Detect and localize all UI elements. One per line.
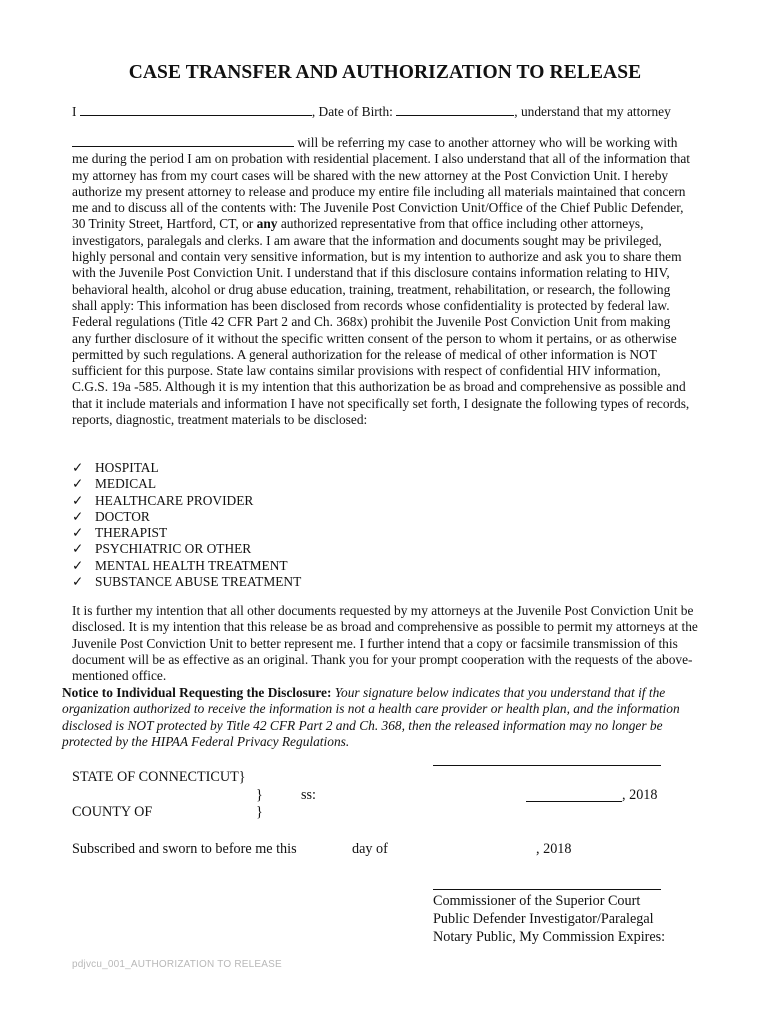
checkmark-icon: ✓: [72, 541, 84, 557]
list-item: [72, 541, 301, 557]
official-signature-line[interactable]: [433, 889, 661, 890]
record-type-label: THERAPIST: [95, 525, 168, 541]
record-types-list: [72, 460, 301, 590]
checkmark-icon: ✓: [72, 557, 84, 573]
checkmark-icon: ✓: [72, 525, 84, 541]
officer-title-commissioner: Commissioner of the Superior Court: [433, 893, 641, 909]
list-item: [72, 476, 301, 492]
notice-heading: Notice to Individual Requesting the Disclosure:: [62, 685, 332, 700]
record-type-label: HOSPITAL: [95, 460, 159, 475]
jurat-year: , 2018: [536, 841, 572, 857]
date-of-birth-blank[interactable]: [396, 103, 514, 116]
intro-suffix: , understand that my attorney: [514, 104, 671, 119]
document-title: CASE TRANSFER AND AUTHORIZATION TO RELEASE: [128, 62, 642, 83]
list-item: [72, 525, 301, 541]
list-item: [72, 460, 301, 476]
list-item: [72, 493, 301, 509]
brace-mark: }: [256, 787, 263, 803]
list-item: [72, 558, 301, 574]
disclosure-notice: [62, 685, 712, 750]
authorization-paragraph: [72, 134, 692, 428]
record-type-label: PSYCHIATRIC OR OTHER: [95, 541, 252, 557]
list-item: [72, 509, 301, 525]
signature-year: , 2018: [622, 787, 658, 803]
record-type-label: DOCTOR: [95, 508, 150, 524]
ss-label: ss:: [301, 787, 316, 803]
dob-label: , Date of Birth:: [311, 104, 393, 119]
record-type-label: MEDICAL: [95, 476, 156, 492]
checkmark-icon: ✓: [72, 476, 84, 492]
record-type-label: MENTAL HEALTH TREATMENT: [95, 557, 288, 573]
day-of-label: day of: [352, 841, 388, 857]
intro-prefix: I: [72, 104, 77, 119]
attorney-name-blank[interactable]: [72, 134, 294, 147]
checkmark-icon: ✓: [72, 508, 84, 524]
brace-mark: }: [256, 804, 263, 820]
client-name-blank[interactable]: [80, 103, 312, 116]
checkmark-icon: ✓: [72, 492, 84, 508]
signature-date-blank[interactable]: [526, 801, 622, 802]
paragraph1-text-b: authorized representative from that office including other attorneys, investigators, paralegals and clerks. I am aware that the information and documents sought may be privileged, highly personal and contain very sensitive information, but is my intention to authorize and ask you to share them with the Juvenile Post Conviction Unit. I understand that if this disclosure contains information relating to HIV, behavioral health, alcohol or drug abuse education, training, treatment, rehabilitation, or research, the following shall apply: This information has been disclosed from records whose confidentiality is protected by federal law. Federal regulations (Title 42 CFR Part 2 and Ch. 368x) prohibit the Juvenile Post Conviction Unit from making any further disclosure of it without the specific written consent of the person to whom it pertains, or as otherwise permitted by such regulations. A general authorization for the release of medical of other information is NOT sufficient for this purpose. State law contains similar provisions with respect of confidential HIV information, C.G.S. 19a -585. Although it is my intention that this authorization be as broad and comprehensive as possible and that it include materials and information I have not specifically set forth, I designate the following types of records, reports, diagnostic, treatment materials to be disclosed:: [72, 216, 690, 428]
record-type-label: HEALTHCARE PROVIDER: [95, 492, 254, 508]
client-identity-line: [72, 103, 671, 120]
notice-body: Your signature below indicates that you understand that if the organization authorized to receive the information is not a health care provider or health plan, and the information disclosed is NOT protected by Title 42 CFR Part 2 and Ch. 368, then the released information may no longer be protected by the HIPAA Federal Privacy Regulations.: [62, 685, 680, 749]
paragraph1-emphasis: any: [256, 216, 278, 232]
list-item: [72, 574, 301, 590]
document-footer-code: pdjvcu_001_AUTHORIZATION TO RELEASE: [72, 959, 282, 970]
checkmark-icon: ✓: [72, 574, 84, 590]
paragraph1-text-a: will be referring my case to another attorney who will be working with me during the period I am on probation with residential placement. I also understand that all of the information that my attorney has from my court cases will be shared with the new attorney at the Post Conviction Unit. I hereby authorize my present attorney to release and produce my entire file including all materials maintained that concern me and to discuss all of the contents with: The Juvenile Post Conviction Unit/Office of the Chief Public Defender, 30 Trinity Street, Hartford, CT, or: [72, 135, 691, 232]
checkmark-icon: ✓: [72, 460, 84, 475]
state-label: STATE OF CONNECTICUT}: [72, 769, 246, 785]
record-type-label: SUBSTANCE ABUSE TREATMENT: [95, 574, 302, 590]
further-intention-paragraph: It is further my intention that all other documents requested by my attorneys at the Juvenile Post Conviction Unit be disclosed. It is my intention that this release be as broad and comprehensive as possible to permit my attorneys at the Juvenile Post Conviction Unit to better represent me. I further intend that a copy or facsimile transmission of this document will be as effective as an original. Thank you for your prompt cooperation with the requests of the above-mentioned office.: [72, 603, 698, 684]
officer-title-notary: Notary Public, My Commission Expires:: [433, 929, 666, 945]
county-label: COUNTY OF: [72, 804, 153, 820]
officer-title-investigator: Public Defender Investigator/Paralegal: [433, 911, 654, 927]
client-signature-line[interactable]: [433, 765, 661, 766]
subscribed-sworn-label: Subscribed and sworn to before me this: [72, 841, 297, 857]
